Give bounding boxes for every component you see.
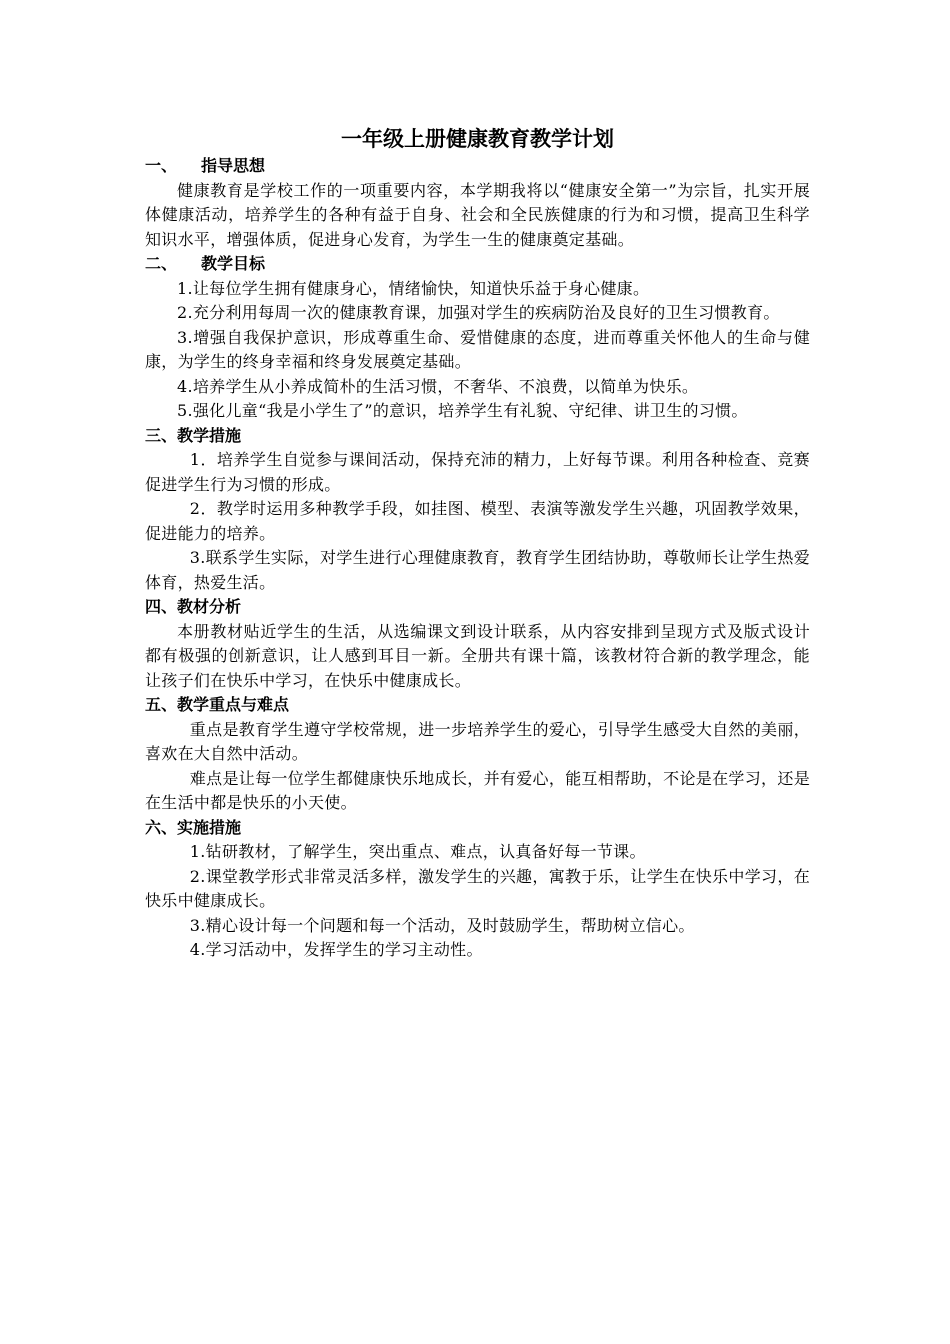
document-page xyxy=(145,124,810,963)
section-paragraph: 2.充分利用每周一次的健康教育课，加强对学生的疾病防治及良好的卫生习惯教育。 xyxy=(177,303,780,322)
section-paragraph: 1．培养学生自觉参与课间活动，保持充沛的精力，上好每节课。利用各种检查、竞赛促进学生行为习惯的形成。 xyxy=(145,450,810,494)
section-paragraph: 5.强化儿童“我是小学生了”的意识，培养学生有礼貌、守纪律、讲卫生的习惯。 xyxy=(177,401,748,420)
document-body xyxy=(145,154,810,963)
section-paragraph: 重点是教育学生遵守学校常规，进一步培养学生的爱心，引导学生感受大自然的美丽，喜欢在大自然中活动。 xyxy=(145,719,810,763)
section-heading xyxy=(145,424,810,449)
section-paragraph: 健康教育是学校工作的一项重要内容，本学期我将以“健康安全第一”为宗旨，扎实开展体健康活动，培养学生的各种有益于自身、社会和全民族健康的行为和习惯，提高卫生科学知识水平，增强体质，促进身心发育，为学生一生的健康奠定基础。 xyxy=(145,180,810,249)
document-title: 一年级上册健康教育教学计划 xyxy=(341,127,614,151)
section-paragraph: 4.培养学生从小养成简朴的生活习惯，不奢华、不浪费，以简单为快乐。 xyxy=(177,376,699,396)
section-heading-text: 教学目标 xyxy=(201,254,266,273)
section-heading-text: 指导思想 xyxy=(201,156,266,175)
section-number: 六、 xyxy=(145,817,178,837)
section-heading xyxy=(145,154,810,179)
section-number: 三、 xyxy=(145,425,178,445)
section-paragraph: 4.学习活动中，发挥学生的学习主动性。 xyxy=(189,940,483,959)
section-number: 五、 xyxy=(145,695,178,714)
section-heading xyxy=(145,816,810,841)
section-heading-text: 教学重点与难点 xyxy=(177,695,290,714)
section-number: 二、 xyxy=(145,254,178,273)
section-paragraph: 1.让每位学生拥有健康身心，情绪愉快，知道快乐益于身心健康。 xyxy=(177,278,650,298)
section-paragraph: 2.课堂教学形式非常灵活多样，激发学生的兴趣，寓教于乐，让学生在快乐中学习，在快乐中健康成长。 xyxy=(145,866,810,910)
section-heading xyxy=(145,252,810,277)
section-paragraph: 1.钻研教材，了解学生，突出重点、难点，认真备好每一节课。 xyxy=(189,842,646,861)
section-number: 一、 xyxy=(145,156,178,175)
section-heading-text: 教学措施 xyxy=(177,425,242,445)
section-paragraph: 3.增强自我保护意识，形成尊重生命、爱惜健康的态度，进而尊重关怀他人的生命与健康，为学生的终身幸福和终身发展奠定基础。 xyxy=(145,327,810,371)
section-heading xyxy=(145,693,810,718)
section-paragraph: 2．教学时运用多种教学手段，如挂图、模型、表演等激发学生兴趣，巩固教学效果，促进能力的培养。 xyxy=(145,499,810,543)
section-heading-text: 教材分析 xyxy=(177,597,242,616)
section-paragraph: 3.联系学生实际，对学生进行心理健康教育，教育学生团结协助，尊敬师长让学生热爱体育，热爱生活。 xyxy=(145,548,810,592)
section-number: 四、 xyxy=(145,597,178,616)
section-paragraph: 3.精心设计每一个问题和每一个活动，及时鼓励学生，帮助树立信心。 xyxy=(189,915,695,935)
section-heading-text: 实施措施 xyxy=(177,817,242,837)
section-heading xyxy=(145,595,810,620)
section-paragraph: 难点是让每一位学生都健康快乐地成长，并有爱心，能互相帮助，不论是在学习，还是在生活中都是快乐的小天使。 xyxy=(145,768,810,812)
section-paragraph: 本册教材贴近学生的生活，从选编课文到设计联系，从内容安排到呈现方式及版式设计都有极强的创新意识，让人感到耳目一新。全册共有课十篇，该教材符合新的教学理念，能让孩子们在快乐中学习，在快乐中健康成长。 xyxy=(145,621,810,690)
